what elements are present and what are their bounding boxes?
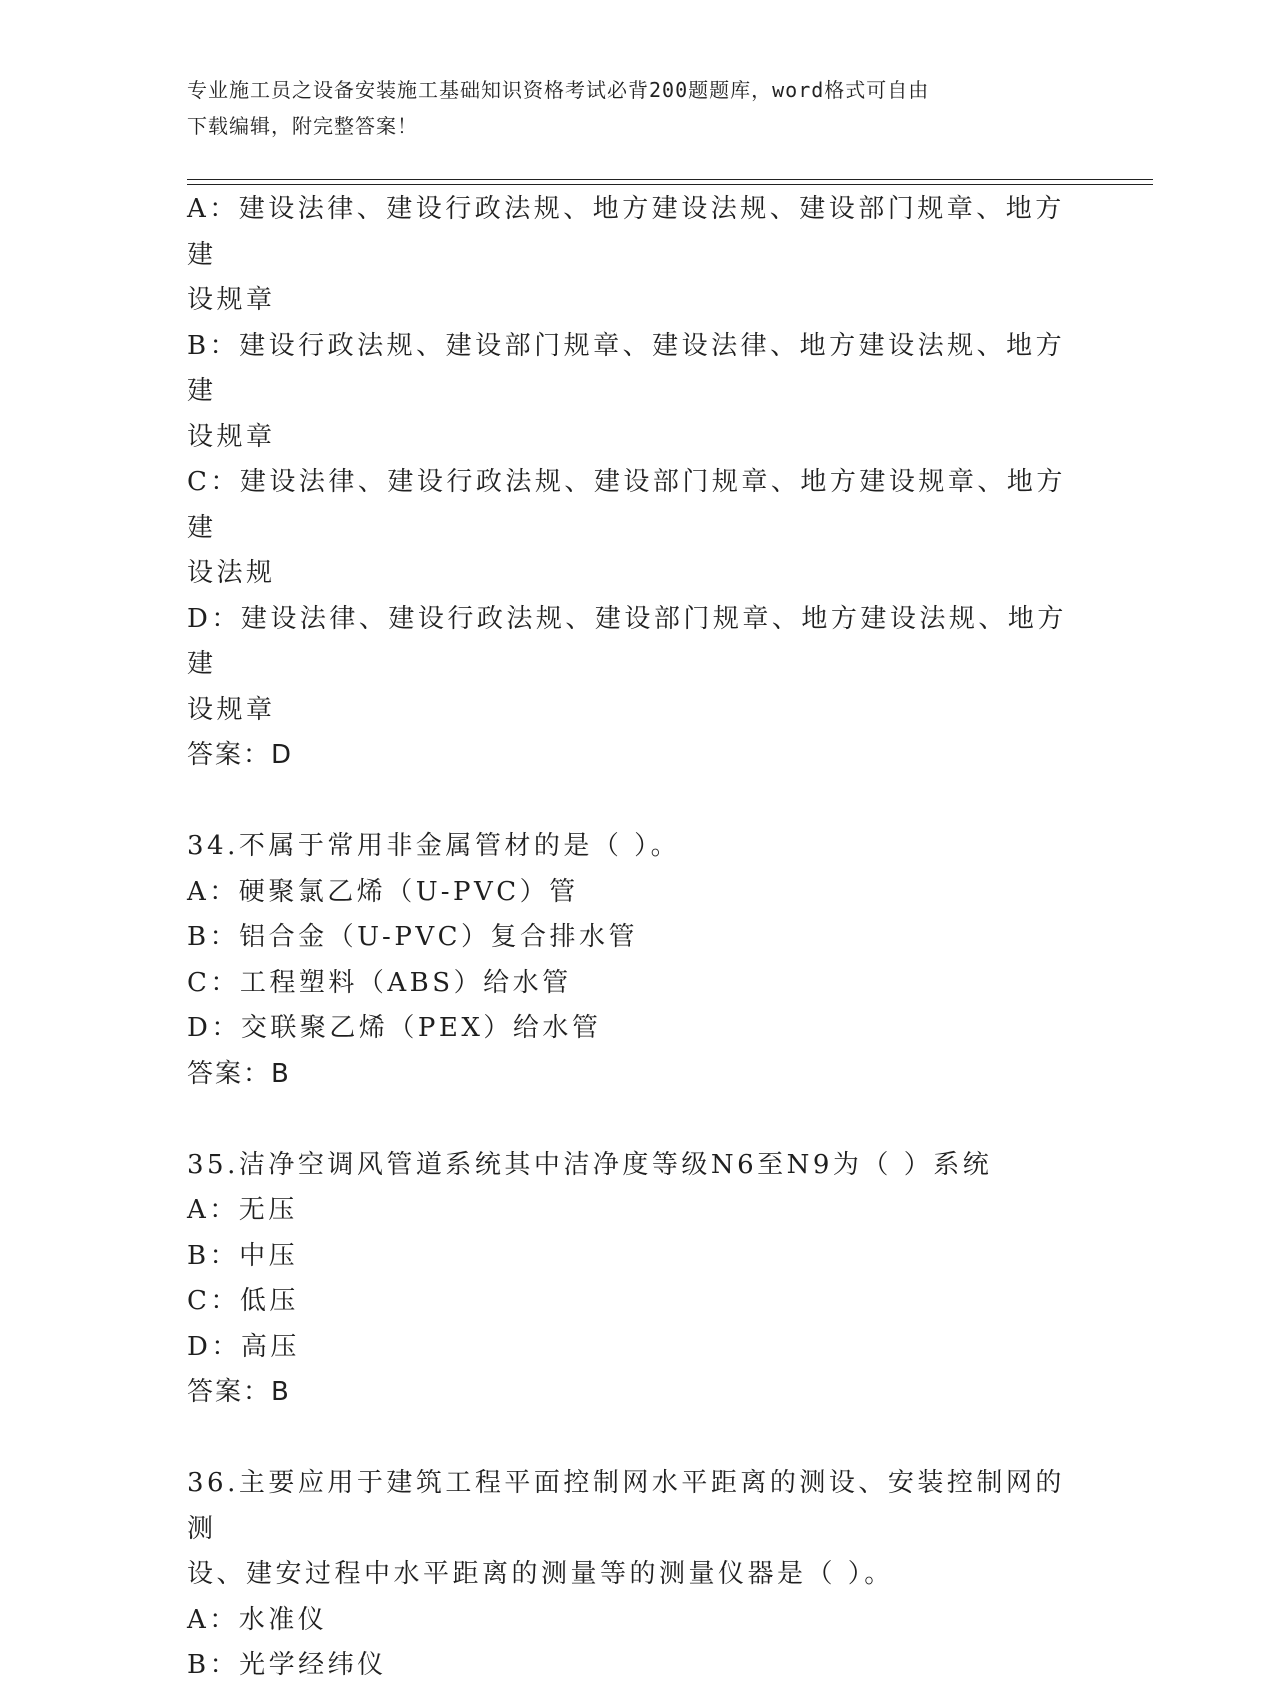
- q33-option-d-line-1: D：建设法律、建设行政法规、建设部门规章、地方建设法规、地方建: [187, 603, 1067, 679]
- q34-option-b: B：铝合金（U-PVC）复合排水管: [187, 922, 639, 952]
- q35-answer: 答案：B: [187, 1377, 291, 1407]
- q34-option-a: A：硬聚氯乙烯（U-PVC）管: [187, 876, 579, 907]
- q35-option-a: A：无压: [187, 1195, 298, 1225]
- document-header: [187, 72, 1067, 144]
- q35-option-c: C：低压: [187, 1286, 299, 1316]
- q34-question: 34.不属于常用非金属管材的是（ ）。: [187, 831, 681, 861]
- header-title-line-1: 专业施工员之设备安装施工基础知识资格考试必背200题题库，word格式可自由: [187, 78, 930, 102]
- header-divider-bottom: [187, 184, 1153, 185]
- q34-option-d: D：交联聚乙烯（PEX）给水管: [187, 1013, 602, 1043]
- q33-option-a-line-2: 设规章: [187, 285, 276, 315]
- question-spacer: [187, 1097, 1067, 1143]
- question-content: [187, 187, 1067, 1689]
- q36-question-line-2: 设、建安过程中水平距离的测量等的测量仪器是（ ）。: [187, 1559, 894, 1589]
- q35-question: 35.洁净空调风管道系统其中洁净度等级N6至N9为（ ）系统: [187, 1149, 993, 1180]
- q34-answer: 答案：B: [187, 1058, 291, 1089]
- q33-option-c-line-2: 设法规: [187, 558, 276, 588]
- q33-option-c-line-1: C：建设法律、建设行政法规、建设部门规章、地方建设规章、地方建: [187, 467, 1066, 543]
- q36-option-a: A：水准仪: [187, 1604, 328, 1635]
- header-title-line-2: 下载编辑，附完整答案！: [187, 114, 418, 138]
- q33-option-a-line-1: A：建设法律、建设行政法规、地方建设法规、建设部门规章、地方建: [187, 194, 1065, 270]
- q33-answer: 答案：D: [187, 740, 294, 770]
- q35-option-d: D：高压: [187, 1331, 300, 1362]
- q36-option-b: B：光学经纬仪: [187, 1650, 387, 1680]
- q33-option-d-line-2: 设规章: [187, 694, 276, 725]
- q36-question-line-1: 36.主要应用于建筑工程平面控制网水平距离的测设、安装控制网的测: [187, 1468, 1065, 1544]
- q33-option-b-line-1: B：建设行政法规、建设部门规章、建设法律、地方建设法规、地方建: [187, 330, 1066, 406]
- question-spacer: [187, 779, 1067, 825]
- q35-option-b: B：中压: [187, 1240, 299, 1271]
- header-divider-top: [187, 179, 1153, 180]
- q33-option-b-line-2: 设规章: [187, 421, 276, 452]
- q34-option-c: C：工程塑料（ABS）给水管: [187, 967, 572, 998]
- question-spacer: [187, 1416, 1067, 1462]
